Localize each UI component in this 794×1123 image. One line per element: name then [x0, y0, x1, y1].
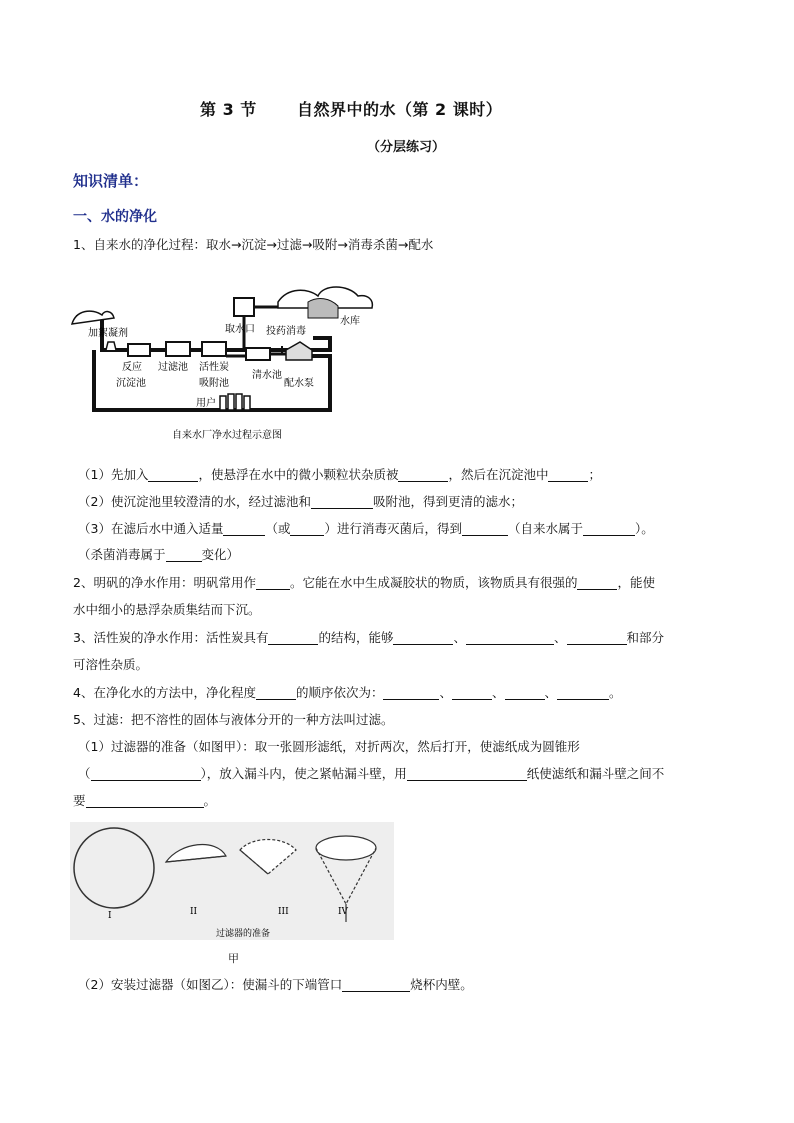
left-hill — [72, 311, 114, 324]
label-qingshui: 清水池 — [252, 370, 282, 381]
q3-line2: 可溶性杂质。 — [73, 657, 149, 672]
blank[interactable] — [268, 630, 318, 645]
label-guolv: 过滤池 — [158, 362, 188, 373]
label-huoxing2: 吸附池 — [199, 378, 229, 389]
filter-preparation-figure — [70, 822, 394, 942]
blank[interactable] — [577, 575, 617, 590]
blank[interactable] — [393, 630, 453, 645]
intake-box — [234, 298, 254, 316]
page-subtitle: （分层练习） — [367, 140, 446, 155]
q2-line1: 2、明矾的净水作用：明矾常用作 。它能在水中生成凝胶状的物质，该物质具有很强的 ，能使 — [73, 575, 655, 590]
blank[interactable] — [505, 685, 545, 700]
q5-intro: 5、过滤：把不溶性的固体与液体分开的一种方法叫过滤。 — [73, 712, 394, 727]
label-fanying1: 反应 — [122, 362, 142, 373]
water-treatment-diagram — [68, 282, 388, 447]
roman-2: II — [190, 907, 198, 917]
blank[interactable] — [256, 685, 296, 700]
label-yonghu: 用户 — [196, 398, 216, 409]
figure-caption: 过滤器的准备 — [216, 929, 271, 939]
blank[interactable] — [452, 685, 492, 700]
q3-line1: 3、活性炭的净水作用：活性炭具有 的结构，能够 、 、 和部分 — [73, 630, 665, 645]
blank[interactable] — [398, 467, 448, 482]
blank[interactable] — [548, 467, 588, 482]
q1-part1: （1）先加入 ，使悬浮在水中的微小颗粒状杂质被 ，然后在沉淀池中 ； — [78, 467, 601, 482]
blank[interactable] — [311, 494, 373, 509]
roman-3: III — [278, 907, 289, 917]
funnel-rim — [316, 836, 376, 860]
blank[interactable] — [148, 467, 198, 482]
blank[interactable] — [466, 630, 554, 645]
blank[interactable] — [407, 766, 527, 781]
q5-part1-line3: 要 。 — [73, 793, 217, 808]
q2-line2: 水中细小的悬浮杂质集结而下沉。 — [73, 602, 261, 617]
title-section: 第 3 节 — [200, 100, 257, 119]
figure-label: 甲 — [228, 952, 239, 965]
user-buildings — [220, 394, 250, 410]
q5-part1-line1: （1）过滤器的准备（如图甲）：取一张圆形滤纸，对折两次，然后打开，使滤纸成为圆锥形 — [78, 739, 580, 754]
page-title — [200, 97, 502, 120]
blank[interactable] — [91, 766, 201, 781]
blank[interactable] — [557, 685, 609, 700]
blank[interactable] — [567, 630, 627, 645]
label-peishui: 配水泵 — [284, 378, 314, 389]
diagram-caption: 自来水厂净水过程示意图 — [172, 430, 282, 441]
q5-part2: （2）安装过滤器（如图乙）：使漏斗的下端管口 烧杯内壁。 — [78, 977, 473, 992]
blank[interactable] — [342, 977, 410, 992]
label-shuiku: 水库 — [340, 316, 360, 327]
label-fanying2: 沉淀池 — [116, 378, 146, 389]
blank[interactable] — [223, 521, 265, 536]
q1-intro: 1、自来水的净化过程：取水→沉淀→过滤→吸附→消毒杀菌→配水 — [73, 237, 434, 252]
blank[interactable] — [256, 575, 290, 590]
roman-4: IV — [338, 907, 349, 917]
label-toushi: 投药消毒 — [266, 326, 306, 337]
blank[interactable] — [462, 521, 508, 536]
label-qushui: 取水口 — [225, 324, 255, 335]
blank[interactable] — [86, 793, 204, 808]
q1-part2: （2）使沉淀池里较澄清的水，经过滤池和 吸附池，得到更清的滤水； — [78, 494, 523, 509]
knowledge-heading: 知识清单： — [73, 172, 149, 190]
title-main: 自然界中的水（第 2 课时） — [296, 100, 503, 119]
q5-part1-line2: （ ），放入漏斗内，使之紧帖漏斗壁，用 纸使滤纸和漏斗壁之间不 — [78, 766, 665, 781]
blank[interactable] — [290, 521, 324, 536]
q4-line: 4、在净化水的方法中，净化程度 的顺序依次为： 、 、 、 。 — [73, 685, 622, 700]
blank[interactable] — [583, 521, 635, 536]
section-water-purification: 一、水的净化 — [73, 209, 157, 225]
blank[interactable] — [383, 685, 439, 700]
label-huoxing1: 活性炭 — [199, 362, 229, 373]
q1-part3: （3）在滤后水中通入适量 （或 ）进行消毒灭菌后，得到 （自来水属于 ）。 — [78, 521, 654, 536]
roman-1: I — [108, 911, 112, 921]
label-jiaxu: 加絮凝剂 — [88, 328, 128, 339]
blank[interactable] — [166, 547, 202, 562]
q1-part3-note: （杀菌消毒属于 变化） — [78, 547, 240, 562]
